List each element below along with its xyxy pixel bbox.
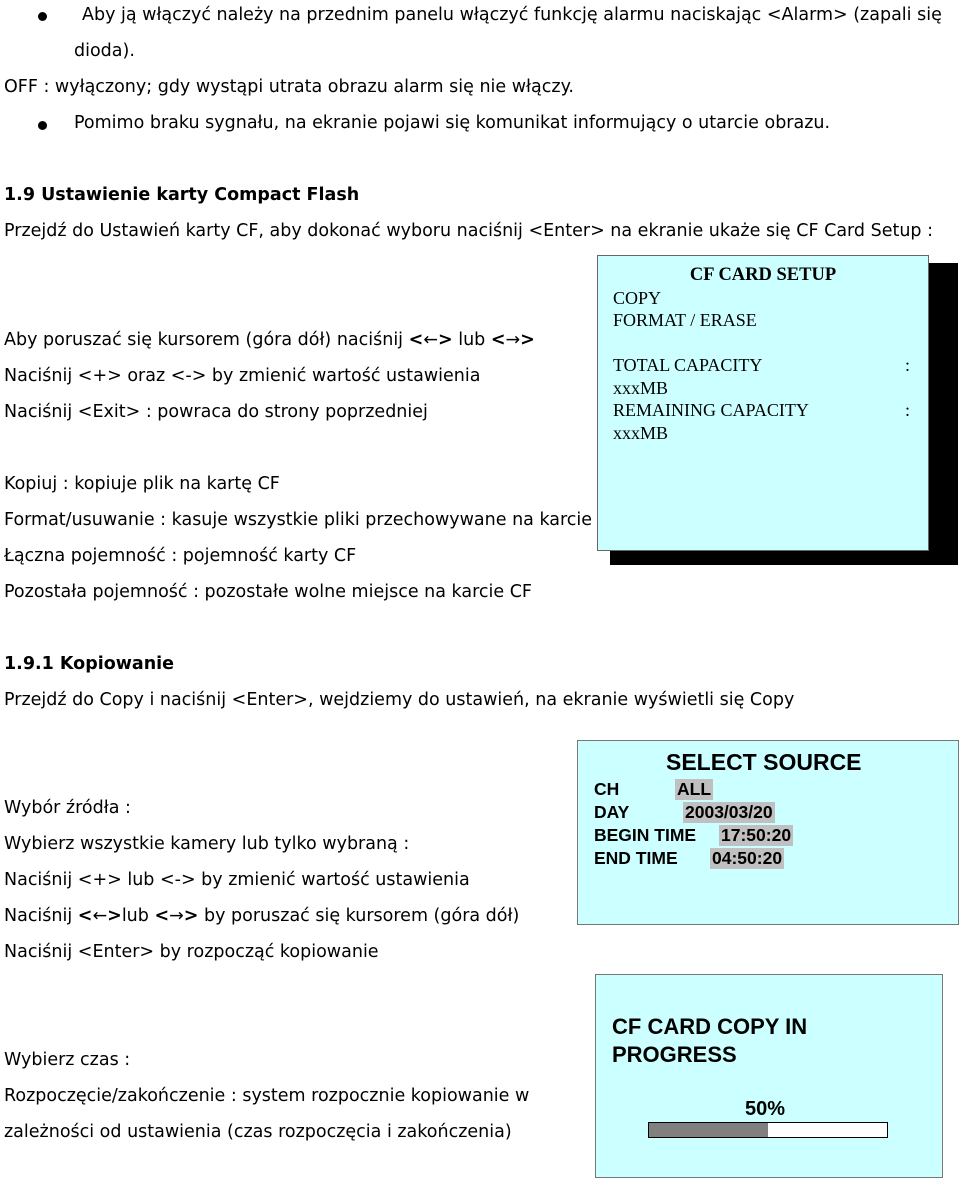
copy-nav-suffix: by poruszać się kursorem (góra dół) [198,906,520,926]
time-desc-2: zależności od ustawienia (czas rozpoczęcia i zakończenia) [4,1122,512,1142]
cf-remaining-desc: Pozostała pojemność : pozostałe wolne miejsce na karcie CF [4,582,532,602]
cf-setup-screen [597,255,929,551]
arrow-left-icon: ← [92,906,108,926]
end-time-value: 04:50:20 [712,848,783,868]
source-title: Wybór źródła : [4,798,131,818]
bullet-text-signal: Pomimo braku sygnału, na ekranie pojawi się komunikat informujący o utarcie obrazu. [74,113,831,133]
cf-exit-instruction: Naciśnij <Exit> : powraca do strony poprzedniej [4,402,428,422]
cf-setup-total-colon: : [904,355,910,375]
bullet-dot [38,121,47,130]
ch-label: CH [594,779,620,799]
section-heading-cf: 1.9 Ustawienie karty Compact Flash [4,185,360,205]
cf-copy-desc: Kopiuj : kopiuje plik na kartę CF [4,474,280,494]
bullet-text-alarm-cont: dioda). [74,41,135,61]
bullet-dot [38,12,47,21]
cf-setup-title: CF CARD SETUP [689,265,837,285]
day-label: DAY [594,802,630,822]
cf-intro: Przejdź do Ustawień karty CF, aby dokonać wyboru naciśnij <Enter> na ekranie ukaże się CF Card Setup : [4,221,933,241]
arrow-right-icon: → [505,330,521,350]
copy-progress-percent: 50% [745,1098,786,1120]
arrow-gt: > [107,906,122,926]
copy-intro: Przejdź do Copy i naciśnij <Enter>, wejdziemy do ustawień, na ekranie wyświetli się Copy [4,690,795,710]
arrow-gt: > [183,906,199,926]
bullet-text-alarm: Aby ją włączyć należy na przednim panelu włączyć funkcję alarmu naciskając <Alarm> (zapali się [82,5,942,25]
select-source-screen [577,740,959,925]
copy-progress-title [612,1013,807,1069]
cf-setup-remaining-colon: : [904,400,910,420]
copy-nav-prefix: Naciśnij [4,906,78,926]
copy-progress-bar [648,1122,888,1138]
arrow-gt: > [437,330,453,350]
begin-time-value: 17:50:20 [721,825,792,845]
cf-total-desc: Łączna pojemność : pojemność karty CF [4,546,357,566]
time-desc-1: Rozpoczęcie/zakończenie : system rozpocznie kopiowanie w [4,1086,530,1106]
cf-nav-or: lub [452,330,491,350]
cf-format-desc: Format/usuwanie : kasuje wszystkie pliki przechowywane na karcie [4,510,593,530]
arrow-lt: < [408,330,424,350]
cf-setup-total-label: TOTAL CAPACITY [613,355,763,375]
cf-setup-format: FORMAT / ERASE [613,310,757,330]
cf-change-instruction: Naciśnij <+> oraz <-> by zmienić wartość ustawienia [4,366,481,386]
cf-setup-remaining-label: REMAINING CAPACITY [613,400,809,420]
copy-progress-screen [595,974,943,1178]
copy-progress-title-line1: CF CARD COPY IN [612,1014,808,1039]
begin-time-label: BEGIN TIME [594,825,697,845]
cf-nav-prefix: Aby poruszać się kursorem (góra dół) naciśnij [4,330,409,350]
off-line: OFF : wyłączony; gdy wystąpi utrata obrazu alarm się nie włączy. [4,77,574,97]
cf-setup-remaining-value: xxxMB [613,423,669,443]
time-title: Wybierz czas : [4,1050,131,1070]
ch-value: ALL [677,779,712,799]
end-time-label: END TIME [594,848,678,868]
arrow-left-icon: ← [423,330,438,350]
arrow-lt: < [490,330,506,350]
arrow-lt: < [154,906,170,926]
select-source-title: SELECT SOURCE [666,749,862,775]
source-cams: Wybierz wszystkie kamery lub tylko wybraną : [4,834,410,854]
cf-setup-copy: COPY [613,288,662,308]
cf-nav-instruction [4,330,535,350]
section-heading-copy: 1.9.1 Kopiowanie [4,654,175,674]
copy-start: Naciśnij <Enter> by rozpocząć kopiowanie [4,942,379,962]
copy-nav-instruction [4,906,519,926]
cf-setup-total-value: xxxMB [613,378,669,398]
copy-nav-lub: lub [121,906,155,926]
arrow-gt: > [520,330,535,350]
source-change: Naciśnij <+> lub <-> by zmienić wartość ustawienia [4,870,470,890]
arrow-right-icon: → [169,906,184,926]
day-value: 2003/03/20 [685,802,773,822]
copy-progress-fill [649,1123,768,1137]
copy-progress-title-line2: PROGRESS [612,1042,737,1067]
arrow-lt: < [77,906,93,926]
